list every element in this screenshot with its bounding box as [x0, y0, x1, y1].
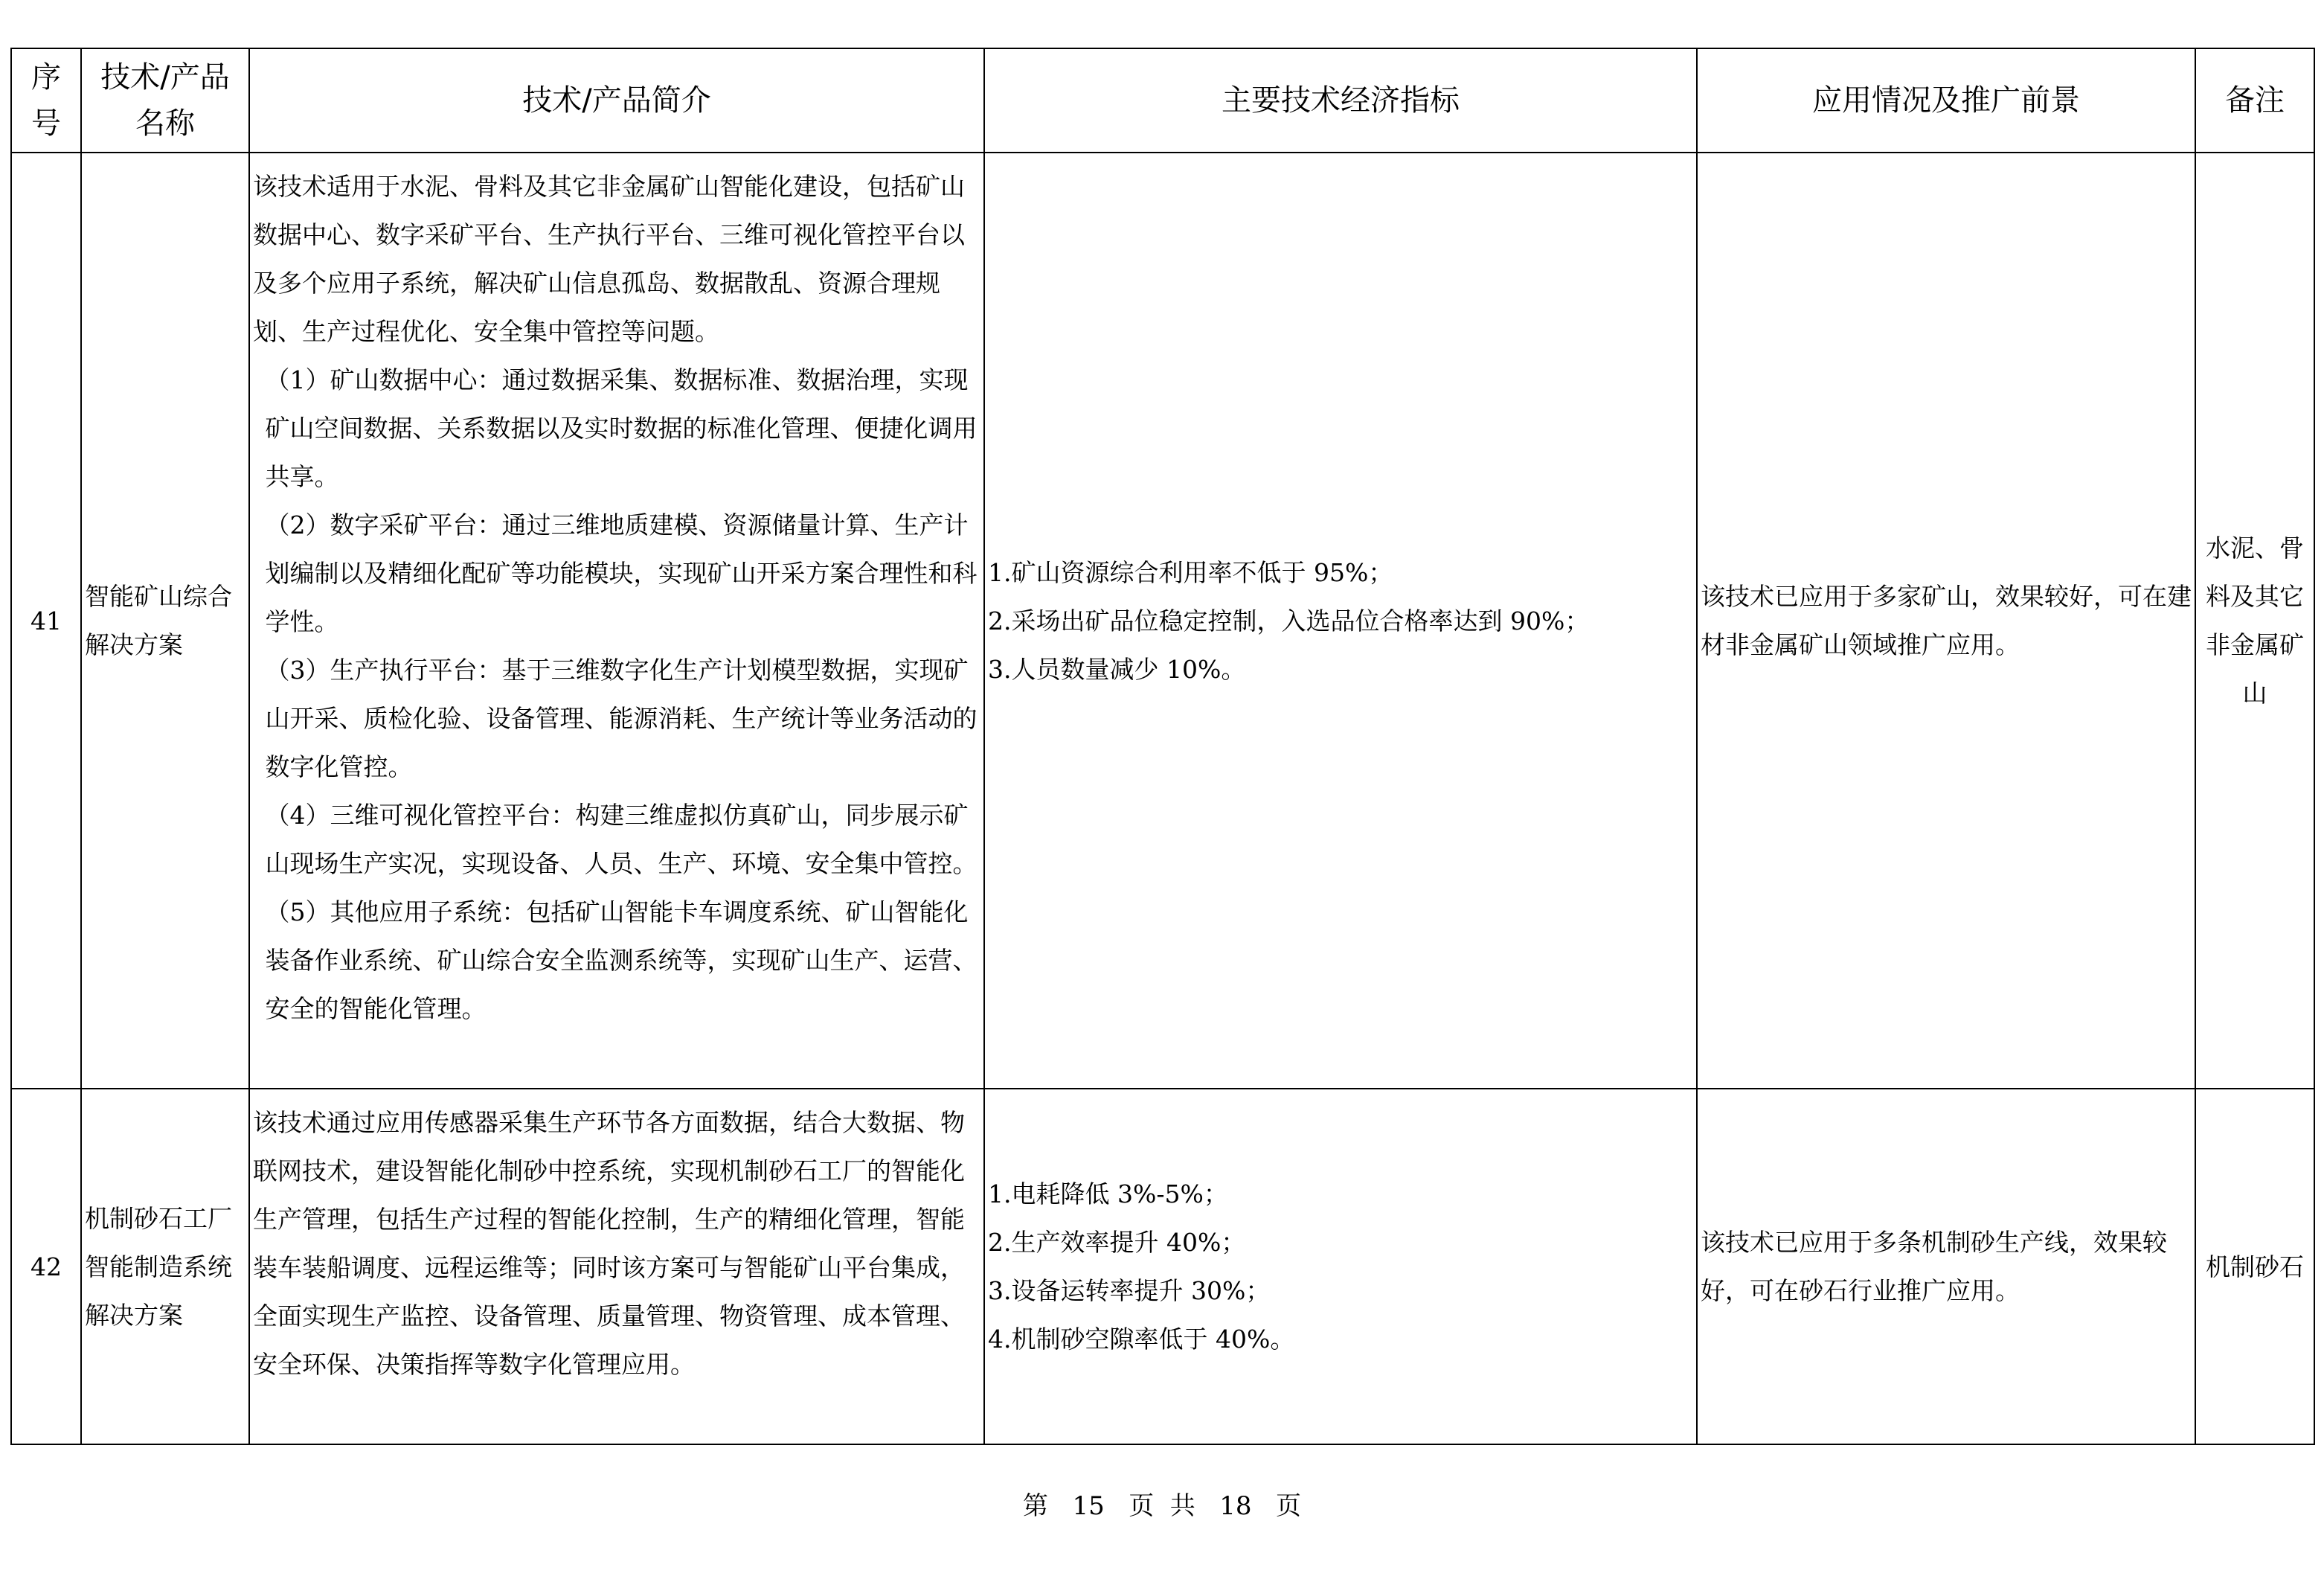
footer-current-page: 15 [1072, 1491, 1105, 1521]
header-name: 技术/产品名称 [81, 48, 249, 153]
row-product-name: 机制砂石工厂智能制造系统解决方案 [81, 1089, 249, 1444]
footer-middle: 页 共 [1129, 1491, 1195, 1521]
intro-paragraph: （2）数字采矿平台：通过三维地质建模、资源储量计算、生产计划编制以及精细化配矿等功能模块，实现矿山开采方案合理性和科学性。 [265, 510, 978, 636]
tech-product-table [10, 48, 2315, 1445]
row-product-name: 智能矿山综合解决方案 [81, 153, 249, 1089]
row-indicators [984, 1089, 1697, 1444]
indicator-item: 2.生产效率提升 40%； [988, 1228, 1246, 1257]
header-intro: 技术/产品简介 [249, 48, 984, 153]
indicator-item: 1.矿山资源综合利用率不低于 95%； [988, 557, 1393, 587]
table-row [11, 1089, 2314, 1444]
header-application: 应用情况及推广前景 [1697, 48, 2195, 153]
header-indicators: 主要技术经济指标 [984, 48, 1697, 153]
intro-paragraph: （3）生产执行平台：基于三维数字化生产计划模型数据，实现矿山开采、质检化验、设备管理、能源消耗、生产统计等业务活动的数字化管控。 [265, 656, 978, 781]
indicator-item: 1.电耗降低 3%-5%； [988, 1179, 1228, 1208]
footer-prefix: 第 [1023, 1491, 1049, 1521]
table-header-row [11, 48, 2314, 153]
indicator-item: 2.采场出矿品位稳定控制，入选品位合格率达到 90%； [988, 606, 1590, 635]
row-number: 42 [11, 1089, 81, 1444]
intro-paragraph: （4）三维可视化管控平台：构建三维虚拟仿真矿山，同步展示矿山现场生产实况，实现设备、人员、生产、环境、安全集中管控。 [265, 801, 978, 878]
header-remark: 备注 [2195, 48, 2314, 153]
intro-paragraph: （5）其他应用子系统：包括矿山智能卡车调度系统、矿山智能化装备作业系统、矿山综合安全监测系统等，实现矿山生产、运营、安全的智能化管理。 [265, 897, 978, 1023]
indicator-item: 3.设备运转率提升 30%； [988, 1276, 1271, 1305]
indicator-item: 3.人员数量减少 10%。 [988, 654, 1246, 684]
intro-paragraph: （1）矿山数据中心：通过数据采集、数据标准、数据治理，实现矿山空间数据、关系数据以及实时数据的标准化管理、便捷化调用共享。 [265, 365, 978, 491]
row-remark: 水泥、骨料及其它非金属矿山 [2195, 153, 2314, 1089]
footer-suffix: 页 [1275, 1491, 1301, 1521]
row-intro [249, 153, 984, 1089]
row-remark: 机制砂石 [2195, 1089, 2314, 1444]
footer-total-pages: 18 [1219, 1491, 1252, 1521]
row-indicators [984, 153, 1697, 1089]
page-footer [0, 1488, 2324, 1524]
row-intro [249, 1089, 984, 1444]
table-row [11, 153, 2314, 1089]
header-no: 序号 [11, 48, 81, 153]
intro-paragraph: 该技术适用于水泥、骨料及其它非金属矿山智能化建设，包括矿山数据中心、数字采矿平台、生产执行平台、三维可视化管控平台以及多个应用子系统，解决矿山信息孤岛、数据散乱、资源合理规划、生产过程优化、安全集中管控等问题。 [253, 172, 965, 346]
row-application: 该技术已应用于多条机制砂生产线，效果较好，可在砂石行业推广应用。 [1697, 1089, 2195, 1444]
intro-paragraph: 该技术通过应用传感器采集生产环节各方面数据，结合大数据、物联网技术，建设智能化制砂中控系统，实现机制砂石工厂的智能化生产管理，包括生产过程的智能化控制，生产的精细化管理，智能装车装船调度、远程运维等；同时该方案可与智能矿山平台集成，全面实现生产监控、设备管理、质量管理、物资管理、成本管理、安全环保、决策指挥等数字化管理应用。 [253, 1108, 965, 1379]
row-number: 41 [11, 153, 81, 1089]
indicator-item: 4.机制砂空隙率低于 40%。 [988, 1325, 1295, 1354]
row-application: 该技术已应用于多家矿山，效果较好，可在建材非金属矿山领域推广应用。 [1697, 153, 2195, 1089]
